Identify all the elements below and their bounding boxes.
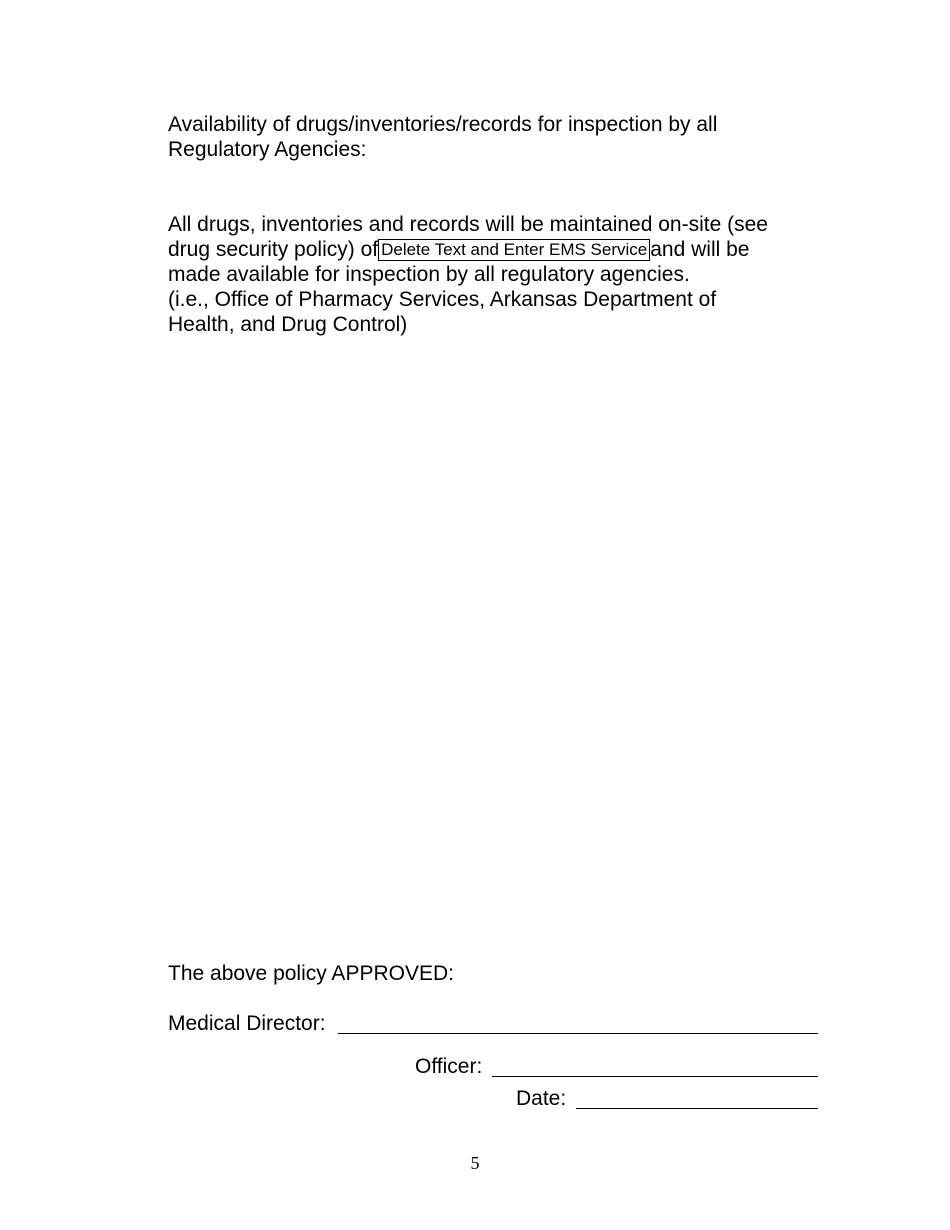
- body-text-line-5: Health, and Drug Control): [168, 313, 408, 336]
- section-heading-line-2: Regulatory Agencies:: [168, 138, 367, 161]
- body-text-before-field: drug security policy) of: [168, 238, 379, 261]
- page-number: 5: [470, 1153, 480, 1173]
- date-line[interactable]: [576, 1108, 818, 1109]
- body-text-line-1: All drugs, inventories and records will be maintained on-site (see: [168, 213, 768, 236]
- officer-label: Officer:: [415, 1055, 483, 1078]
- body-text-line-4: (i.e., Office of Pharmacy Services, Arkansas Department of: [168, 288, 717, 311]
- medical-director-signature-line[interactable]: [338, 1033, 818, 1034]
- ems-service-name-field[interactable]: Delete Text and Enter EMS Service: [378, 239, 650, 261]
- body-text-line-2: [168, 237, 749, 262]
- approval-statement: The above policy APPROVED:: [168, 962, 454, 985]
- date-label: Date:: [516, 1087, 567, 1110]
- officer-signature-line[interactable]: [492, 1076, 818, 1077]
- body-text-line-3: made available for inspection by all regulatory agencies.: [168, 263, 690, 286]
- medical-director-label: Medical Director:: [168, 1012, 326, 1035]
- section-heading-line-1: Availability of drugs/inventories/records for inspection by all: [168, 113, 718, 136]
- body-text-after-field: and will be: [650, 238, 750, 261]
